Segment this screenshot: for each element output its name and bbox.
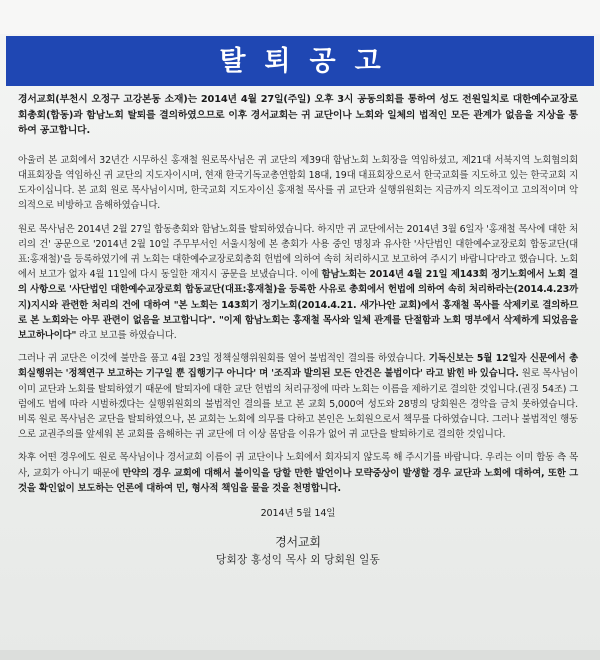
notice-body	[18, 92, 578, 569]
bottom-margin-strip	[0, 650, 600, 660]
paragraph-resolution	[18, 351, 578, 442]
paragraph-emphasis: 함남노회는 2014년 4월 21일 제143회 정기노회에서 노회 결의 사항으로 '사단법인 대한예수교장로회 합동교단(대표:홍재철)을 등록한 사유로 총회에서 헌법에 의하여 속히 처리하라는(2014.4.23까지)지시와 관련한 처리의 건에 대하여 "본 노회는 143회기 정기노회(2014.4.21. 새가나안 교회)에서 홍재철 목사를 삭제키로 결의하므로 본 노회와는 아무 관련이 없음을 보고합니다". "이제 함남노회는 홍재철 목사와 일체 관계를 단절함과 노회 명부에서 삭제하게 되었음을 보고하나이다"	[18, 269, 578, 342]
paragraph-text: 원로 목사님이 이미 교단과 노회를 탈퇴하였기 때문에 탈퇴자에 대한 교단 헌법의 처리규정에 따라 노회는 이름을 제하기로 결의한 것입니다.(권징 54조) 그럼에도 법에 따라 시벌하겠다는 실행위원회의 불법적인 결의를 보고 본 교회 5,000여 성도와 28명의 당회원은 경악을 금치 못하였습니다. 비록 원로 목사님은 교단을 탈퇴하였으나, 본 교회는 노회에 의무를 다하고 본인은 노회원으로서 책무를 다하였습니다. 그러나 불법적인 행동으로 교권주의를 앞세워 본 교회를 음해하는 귀 교단에 더 이상 몸담을 이유가 없어 귀 교단을 탈퇴하기로 결의한 것입니다.	[18, 368, 578, 441]
paragraph-text: 차후 어떤 경우에도 원로 목사님이나 경서교회 이름이 귀 교단이나 노회에서 회자되지 않도록 해 주시기를 바랍니다. 우리는 이미 합동 측 목사, 교회가 아니기 때문에	[18, 452, 578, 479]
paragraph-warning	[18, 450, 578, 496]
paragraph-text: 원로 목사님은 2014년 2월 27일 합동총회와 함남노회를 탈퇴하였습니다. 하지만 귀 교단에서는 2014년 3월 6일자 '홍재철 목사에 대한 처리의 건' 공문으로 '2014년 2월 10일 주무부서인 서울시청에 본 총회가 사용 중인 명칭과 유사한 '사단법인 대한예수교장로회 합동교단(대표:홍재철)'을 등록하였기에 귀 노회는 대한예수교장로회총회 헌법에 의하여 속히 처리하시고 보고하여 주시기 바랍니다'라고 했습니다. 노회에서 보고가 없자 4월 11일에 다시 동일한 재지시 공문을 보냈습니다. 이에	[18, 223, 578, 281]
paragraph-withdrawal-history	[18, 222, 578, 344]
paragraph-emphasis: 만약의 경우 교회에 대해서 불이익을 당할 만한 발언이나 모략중상이 발생할 경우 교단과 노회에 대하여, 또한 그것을 확인없이 보도하는 언론에 대하여 민, 형사적 책임을 물을 것을 천명합니다.	[18, 467, 578, 494]
paragraph-text: 그러나 귀 교단은 이것에 불만을 품고 4월 23일 정책실행위원회를 열어 불법적인 결의를 하였습니다.	[18, 353, 429, 365]
notice-title: 탈퇴공고	[219, 45, 400, 77]
paragraph-text: 라고 보고를 하였습니다.	[76, 330, 177, 342]
signature-church: 경서교회	[275, 535, 321, 550]
paragraph-emphasis: 기독신보는 5월 12일자 신문에서 총회실행위는 '정책연구 보고하는 기구일 뿐 집행기구 아니다' 며 '조직과 발의된 모든 안건은 불법이다' 라고 밝힌 바 있습니다.	[18, 353, 578, 380]
lead-paragraph: 경서교회(부천시 오정구 고강본동 소재)는 2014년 4월 27일(주일) 오후 3시 공동의회를 통하여 성도 전원일치로 대한예수교장로회총회(합동)과 함남노회 탈퇴를 결의하였으므로 이후 경서교회는 귀 교단이나 노회와 일체의 법적인 모든 관계가 없음을 지상을 통하여 공고합니다.	[18, 94, 578, 137]
notice-date: 2014년 5월 14일	[260, 508, 336, 520]
top-margin-strip	[0, 0, 600, 34]
paragraph-background: 아울러 본 교회에서 32년간 시무하신 홍재철 원로목사님은 귀 교단의 제39대 함남노회 노회장을 역임하셨고, 제21대 서북지역 노회협의회 대표회장을 역임하신 귀 교단의 지도자이시며, 현재 한국기독교총연합회 18대, 19대 대표회장으로서 한국교회를 지도하고 있는 한국교회 지도자이십니다. 본 교회 원로 목사님이시며, 한국교회 지도자이신 홍재철 목사를 귀 교단과 실행위원회는 지금까지 의도적이고 고의적이며 악의적으로 비방하고 음해하였습니다.	[18, 154, 578, 212]
title-banner	[6, 36, 594, 86]
signature-names: 당회장 홍성익 목사 외 당회원 일동	[216, 554, 380, 567]
